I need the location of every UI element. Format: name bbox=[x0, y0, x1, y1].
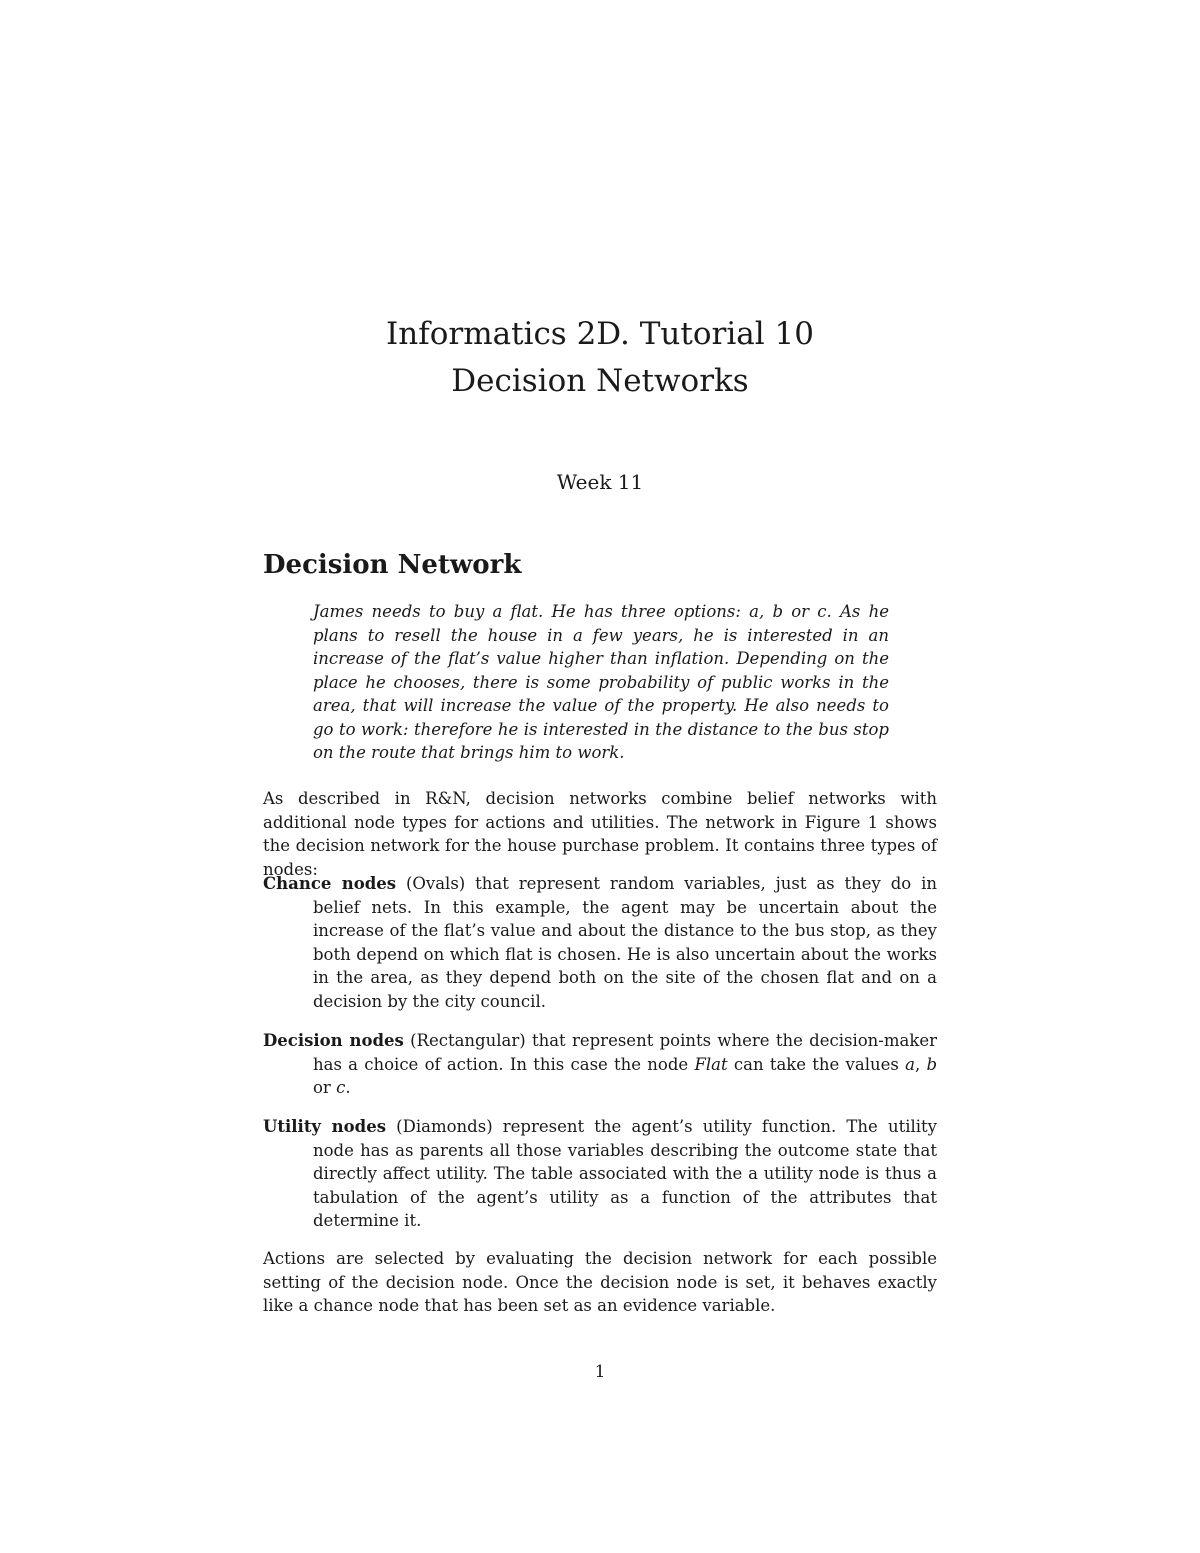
definition-text: (Ovals) that represent random variables, just as they do in belief nets. In this example, the agent may be uncertain about the increase of the flat’s value and about the distance to the bus stop, as they both depend on which flat is chosen. He is also uncertain about the works in the area, as they depend both on the site of the chosen flat and on a decision by the city council. bbox=[313, 874, 937, 1011]
definition-text: . bbox=[345, 1078, 351, 1097]
closing-paragraph: Actions are selected by evaluating the decision network for each possible setting of the decision node. Once the decision node is set, it behaves exactly like a chance node that has been set as an evidence variable. bbox=[263, 1249, 937, 1315]
definition-text: can take the values bbox=[733, 1054, 899, 1074]
week-label: Week 11 bbox=[556, 470, 644, 494]
definition-chance-nodes bbox=[263, 872, 937, 1013]
document-title: Informatics 2D. Tutorial 10 bbox=[386, 316, 814, 352]
definition-text: (Rectangular) that represent points where the decision-maker has a choice of action. In this case the node bbox=[313, 1031, 938, 1074]
problem-statement: James needs to buy a flat. He has three options: a, b or c. As he plans to resell the house in a few years, he is interested in an increase of the flat’s value higher than inflation. Depending on the place he chooses, there is some probability of public works in the area, that will increase the value of the property. He also needs to go to work: therefore he is interested in the distance to the bus stop on the route that brings him to work. bbox=[313, 602, 889, 762]
value-a: a bbox=[905, 1054, 915, 1074]
definition-term: Chance nodes bbox=[263, 874, 397, 893]
definition-decision-nodes: Decision nodes (Rectangular) that represent points where the decision-maker has a choice of action. In this case the node Flat can take the values a, b or c. bbox=[263, 1031, 938, 1097]
definition-utility-nodes bbox=[263, 1115, 937, 1233]
definition-text: (Diamonds) represent the agent’s utility function. The utility node has as parents all those variables describing the outcome state that directly affect utility. The table associated with the a utility node is thus a tabulation of the agent’s utility as a function of the attributes that determine it. bbox=[313, 1117, 937, 1230]
definition-text: or bbox=[313, 1078, 331, 1097]
node-name: Flat bbox=[694, 1054, 728, 1074]
definition-term: Utility nodes bbox=[263, 1117, 387, 1136]
page-number: 1 bbox=[594, 1362, 606, 1382]
section-heading: Decision Network bbox=[263, 550, 522, 580]
document-subtitle: Decision Networks bbox=[451, 363, 749, 399]
value-b: b bbox=[926, 1054, 937, 1074]
value-c: c bbox=[336, 1078, 346, 1097]
definition-term: Decision nodes bbox=[263, 1031, 404, 1050]
intro-paragraph: As described in R&N, decision networks combine belief networks with additional node types for actions and utilities. The network in Figure 1 shows the decision network for the house purchase problem. It contains three types of nodes: bbox=[263, 789, 937, 879]
